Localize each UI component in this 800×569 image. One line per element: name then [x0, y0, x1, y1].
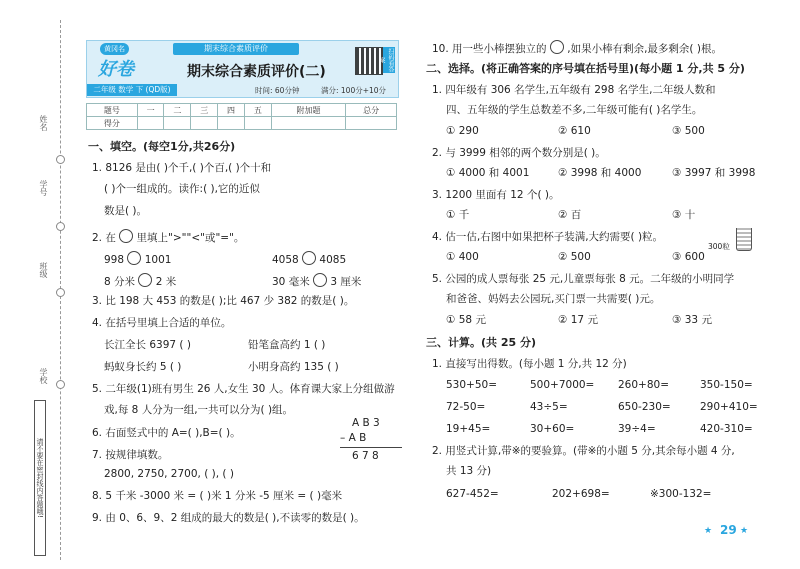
- calc-item: 39÷4=: [618, 423, 656, 435]
- compare-row-1b: [272, 251, 346, 267]
- calc-2-line2: 共 13 分): [446, 465, 492, 477]
- choice-2: 2. 与 3999 相邻的两个数分别是( )。: [432, 147, 606, 159]
- choice-3: 3. 1200 里面有 12 个( )。: [432, 189, 560, 201]
- choice-option[interactable]: ② 3998 和 4000: [558, 167, 642, 179]
- calc-item: 350-150=: [700, 379, 753, 391]
- table-cell: 附加题: [271, 104, 346, 117]
- score-input-cell[interactable]: [218, 117, 245, 130]
- choice-option[interactable]: ② 500: [558, 251, 591, 263]
- choice-option[interactable]: ③ 500: [672, 125, 705, 137]
- qr-label: 扫码看答案: [378, 48, 394, 72]
- question-4-item: 铅笔盒高约 1 ( ): [248, 339, 326, 351]
- calc-item: 260+80=: [618, 379, 669, 391]
- name-label: 姓名: [39, 115, 48, 131]
- compare-value: 30 毫米: [272, 276, 310, 288]
- question-1-line3: 数是( )。: [104, 205, 148, 217]
- score-table-header-row: [87, 104, 397, 117]
- exam-header: [86, 40, 399, 98]
- choice-option[interactable]: ③ 33 元: [672, 314, 712, 326]
- compare-value: 998: [104, 254, 125, 266]
- choice-option[interactable]: ② 百: [558, 209, 582, 221]
- choice-option[interactable]: ③ 600: [672, 251, 705, 263]
- score-input-cell[interactable]: [271, 117, 346, 130]
- question-7: 7. 按规律填数。: [92, 449, 169, 461]
- choice-5-line1: 5. 公园的成人票每张 25 元,儿童票每张 8 元。二年级的小明同学: [432, 273, 735, 285]
- calc-item: 420-310=: [700, 423, 753, 435]
- table-cell: 题号: [87, 104, 138, 117]
- question-4-item: 蚂蚁身长约 5 ( ): [104, 361, 182, 373]
- binding-hole: [56, 222, 65, 231]
- cup-icon: [736, 228, 752, 251]
- calc-item: 650-230=: [618, 401, 671, 413]
- choice-option[interactable]: ① 58 元: [446, 314, 486, 326]
- compare-circle-input[interactable]: [127, 251, 141, 265]
- brand-badge: 黄冈名: [100, 43, 129, 55]
- binding-hole: [56, 155, 65, 164]
- school-label: 学校: [39, 368, 48, 384]
- question-9: 9. 由 0、6、9、2 组成的最大的数是( ),不读零的数是( )。: [92, 512, 365, 524]
- compare-row-2b: [272, 273, 361, 289]
- brand-mark: 好卷: [98, 59, 134, 80]
- question-5-line2: 戏,每 8 人分为一组,一共可以分为( )组。: [104, 404, 294, 416]
- choice-1-line2: 四、五年级的学生总数差不多,二年级可能有( )名学生。: [446, 104, 703, 116]
- vertical-calc-item: ※300-132=: [650, 488, 712, 500]
- choice-option[interactable]: ① 千: [446, 209, 470, 221]
- score-input-cell[interactable]: [191, 117, 218, 130]
- choice-option[interactable]: ① 400: [446, 251, 479, 263]
- compare-circle-input[interactable]: [313, 273, 327, 287]
- table-cell: 三: [191, 104, 218, 117]
- question-2-prefix: 2. 在: [92, 232, 116, 244]
- compare-row-1a: [104, 251, 171, 267]
- question-10-suffix: ,如果小棒有剩余,最多剩余( )根。: [567, 43, 722, 55]
- student-id-label: 学号: [39, 180, 48, 196]
- compare-value: 8 分米: [104, 276, 136, 288]
- compare-circle-input[interactable]: [138, 273, 152, 287]
- question-4-item: 小明身高约 135 ( ): [248, 361, 339, 373]
- calc-2-line1: 2. 用竖式计算,带※的要验算。(带※的小题 5 分,其余每小题 4 分,: [432, 445, 735, 457]
- score-input-cell[interactable]: [346, 117, 397, 130]
- score-table-score-row: [87, 117, 397, 130]
- question-10: [432, 40, 722, 56]
- compare-row-2a: [104, 273, 176, 289]
- question-1-line1: 1. 8126 是由( )个千,( )个百,( )个十和: [92, 162, 272, 174]
- compare-value: 4085: [319, 254, 347, 266]
- calc-item: 290+410=: [700, 401, 758, 413]
- question-5-line1: 5. 二年级(1)班有男生 26 人,女生 30 人。体育课大家上分组做游: [92, 383, 395, 395]
- exam-score: 满分: 100分+10分: [321, 86, 387, 95]
- table-cell: 得分: [87, 117, 138, 130]
- calc-item: 530+50=: [446, 379, 497, 391]
- question-3: 3. 比 198 大 453 的数是( );比 467 少 382 的数是( )。: [92, 295, 355, 307]
- class-label: 班级: [39, 262, 48, 278]
- calc-item: 72-50=: [446, 401, 486, 413]
- calc-item: 19+45=: [446, 423, 491, 435]
- exam-title: 期末综合素质评价(二): [187, 64, 326, 80]
- calc-item: 43÷5=: [530, 401, 568, 413]
- evaluation-tag: 期末综合素质评价: [173, 43, 299, 55]
- calc-item: 500+7000=: [530, 379, 595, 391]
- question-8: 8. 5 千米 -3000 米 = ( )米 1 分米 -5 厘米 = ( )毫米: [92, 490, 343, 502]
- vertical-calc-item: 202+698=: [552, 488, 610, 500]
- star-icon: ★: [704, 526, 713, 536]
- table-cell: 一: [137, 104, 164, 117]
- score-input-cell[interactable]: [137, 117, 164, 130]
- choice-option[interactable]: ② 610: [558, 125, 591, 137]
- table-cell: 二: [164, 104, 191, 117]
- compare-circle-input[interactable]: [302, 251, 316, 265]
- binding-hole: [56, 288, 65, 297]
- compare-value: 2 米: [155, 276, 177, 288]
- table-cell: 总分: [346, 104, 397, 117]
- score-input-cell[interactable]: [244, 117, 271, 130]
- calc-1: 1. 直接写出得数。(每小题 1 分,共 12 分): [432, 358, 627, 370]
- exam-time: 时间: 60分钟: [255, 86, 300, 95]
- section-calculation: 三、计算。(共 25 分): [426, 336, 537, 349]
- score-input-cell[interactable]: [164, 117, 191, 130]
- choice-5-line2: 和爸爸、妈妈去公园玩,买门票一共需要( )元。: [446, 293, 661, 305]
- circle-shape-icon: [550, 40, 564, 54]
- vertical-calc-row-3: 6 7 8: [352, 450, 379, 462]
- choice-option[interactable]: ③ 十: [672, 209, 696, 221]
- page-number: 29: [720, 523, 737, 537]
- calc-item: 30+60=: [530, 423, 575, 435]
- section-fill-blank: 一、填空。(每空1分,共26分): [88, 140, 236, 153]
- question-2-suffix: 里填上">""<"或"="。: [136, 232, 245, 244]
- score-table: [86, 103, 397, 130]
- section-choice: 二、选择。(将正确答案的序号填在括号里)(每小题 1 分,共 5 分): [426, 62, 745, 75]
- question-4: 4. 在括号里填上合适的单位。: [92, 317, 232, 329]
- binding-sidebar: [0, 0, 80, 569]
- choice-option[interactable]: ① 4000 和 4001: [446, 167, 530, 179]
- choice-option[interactable]: ② 17 元: [558, 314, 598, 326]
- brand-logo: [92, 43, 154, 83]
- binding-hole: [56, 380, 65, 389]
- question-4-item: 长江全长 6397 ( ): [104, 339, 191, 351]
- question-10-prefix: 10. 用一些小棒摆独立的: [432, 43, 547, 55]
- cup-label: 300粒: [708, 242, 730, 251]
- choice-1-line1: 1. 四年级有 306 名学生,五年级有 298 名学生,二年级人数和: [432, 84, 716, 96]
- compare-value: 4058: [272, 254, 299, 266]
- star-icon: ★: [740, 526, 749, 536]
- compare-value: 1001: [144, 254, 172, 266]
- question-2: [92, 229, 244, 245]
- table-cell: 四: [218, 104, 245, 117]
- circle-blank-icon: [119, 229, 133, 243]
- vertical-calc-item: 627-452=: [446, 488, 499, 500]
- question-1-line2: ( )个一组成的。读作:( ),它的近似: [104, 183, 260, 195]
- choice-option[interactable]: ③ 3997 和 3998: [672, 167, 756, 179]
- compare-value: 3 厘米: [330, 276, 362, 288]
- vertical-calc-line: [340, 447, 402, 448]
- vertical-calc-row-1: A B 3: [352, 417, 380, 429]
- vertical-calc-row-2: – A B: [340, 432, 367, 444]
- seal-notice: 请不要在密封线内答题哦!: [34, 400, 46, 556]
- choice-option[interactable]: ① 290: [446, 125, 479, 137]
- question-7-sequence: 2800, 2750, 2700, ( ), ( ): [104, 468, 234, 480]
- choice-4: 4. 估一估,右图中如果把杯子装满,大约需要( )粒。: [432, 231, 664, 243]
- question-6: 6. 右面竖式中的 A=( ),B=( )。: [92, 427, 241, 439]
- table-cell: 五: [244, 104, 271, 117]
- grade-label: 二年级 数学 下 (QD版): [87, 84, 177, 96]
